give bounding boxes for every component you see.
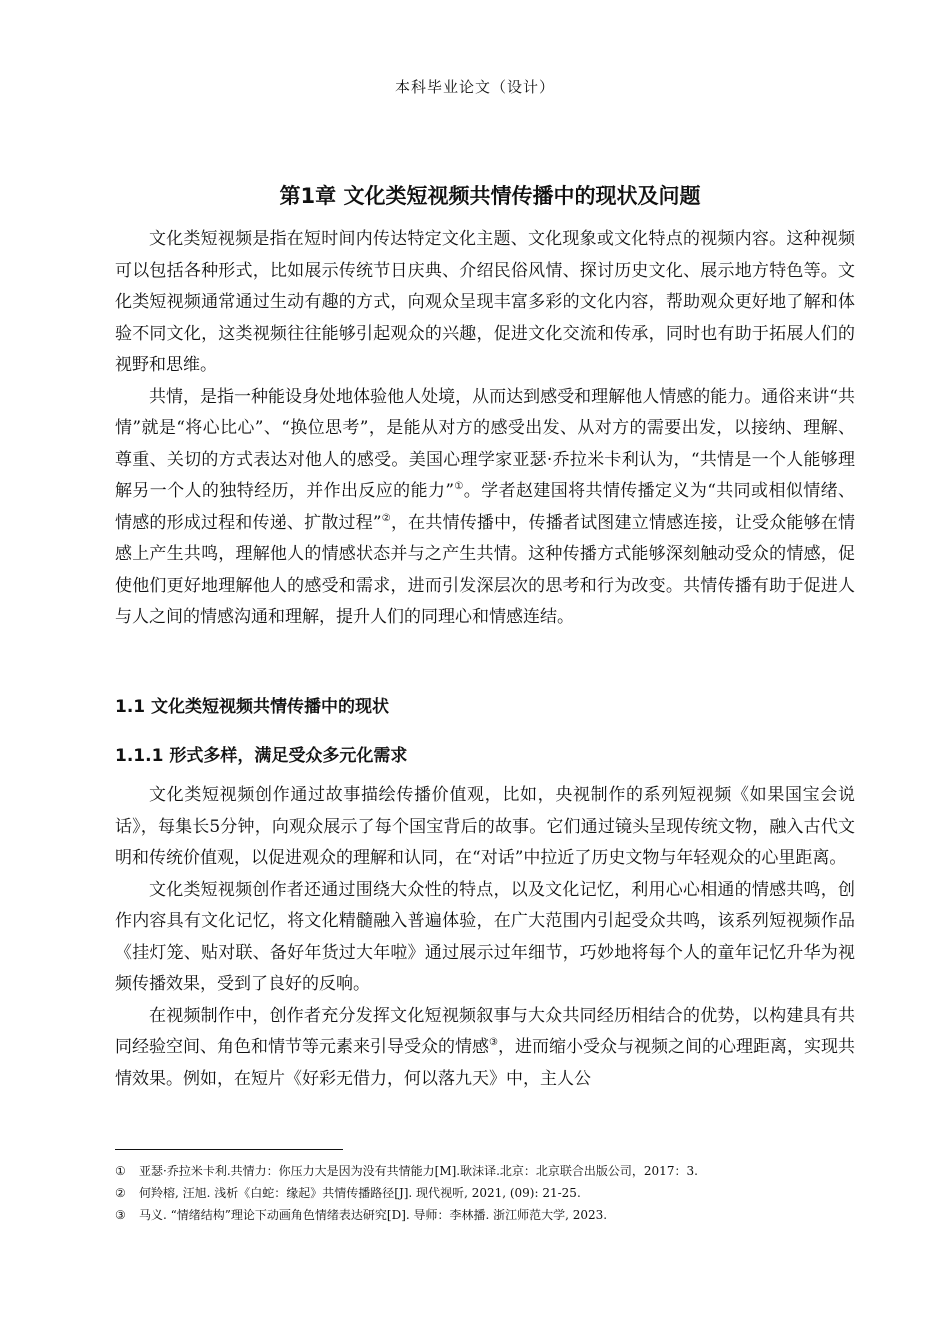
intro-paragraph-1: 文化类短视频是指在短时间内传达特定文化主题、文化现象或文化特点的视频内容。这种视频可以包括各种形式，比如展示传统节日庆典、介绍民俗风情、探讨历史文化、展示地方特色等。文化类短视频通常通过生动有趣的方式，向观众呈现丰富多彩的文化内容，帮助观众更好地了解和体验不同文化，这类视频往往能够引起观众的兴趣，促进文化交流和传承，同时也有助于拓展人们的视野和思维。 bbox=[115, 229, 855, 375]
footnote-1 bbox=[115, 1160, 875, 1182]
paragraph-text: 在视频制作中，创作者充分发挥文化短视频叙事与大众共同经历相结合的优势，以构建具有共同经验空间、角色和情节等元素来引导受众的情感 bbox=[115, 1005, 855, 1057]
chapter-title: 第1章 文化类短视频共情传播中的现状及问题 bbox=[279, 184, 701, 208]
footnote-text: 马义. “情绪结构”理论下动画角色情绪表达研究[D]. 导师：李林播. 浙江师范大学, 2023. bbox=[139, 1208, 608, 1222]
paragraph-text: 共情，是指一种能设身处地体验他人处境，从而达到感受和理解他人情感的能力。通俗来讲“共情”就是“将心比心”、“换位思考”，是能从对方的感受出发、从对方的需要出发，以接纳、理解、尊重、关切的方式表达对他人的感受。美国心理学家亚瑟·乔拉米卡利认为，“共情是一个人能够理解另一个人的独特经历，并作出反应的能力” bbox=[115, 386, 855, 501]
body-paragraph-2: 文化类短视频创作者还通过围绕大众性的特点，以及文化记忆，利用心心相通的情感共鸣，创作内容具有文化记忆，将文化精髓融入普遍体验，在广大范围内引起受众共鸣，该系列短视频作品《挂灯笼、贴对联、备好年货过大年啦》通过展示过年细节，巧妙地将每个人的童年记忆升华为视频传播效果，受到了良好的反响。 bbox=[115, 879, 855, 994]
body-paragraph-3 bbox=[115, 1001, 855, 1096]
footnote-ref-1[interactable]: ① bbox=[454, 481, 464, 492]
paragraph-text: ，进而缩小受众与视频之间的心理距离，实现共情效果。例如，在短片《好彩无借力，何以落九天》中，主人公 bbox=[115, 1037, 855, 1089]
footnote-ref-3[interactable]: ③ bbox=[489, 1037, 498, 1048]
section-1-1-title: 1.1 文化类短视频共情传播中的现状 bbox=[115, 697, 390, 717]
footnote-ref-2[interactable]: ② bbox=[381, 512, 391, 524]
intro-paragraph-2 bbox=[115, 382, 855, 634]
section-1-1-1-title: 1.1.1 形式多样，满足受众多元化需求 bbox=[115, 746, 408, 766]
footnote-3 bbox=[115, 1204, 875, 1226]
intro-section bbox=[115, 224, 855, 634]
footnote-text: 何羚榕, 汪旭. 浅析《白蛇：缘起》共情传播路径[J]. 现代视听, 2021, (09): 21-25. bbox=[139, 1186, 581, 1200]
footnote-mark: ① bbox=[115, 1164, 126, 1178]
footnote-mark: ③ bbox=[115, 1208, 126, 1222]
footnote-mark: ② bbox=[115, 1186, 126, 1200]
section-1-1-1-body bbox=[115, 780, 855, 1095]
running-header: 本科毕业论文（设计） bbox=[394, 78, 555, 96]
body-paragraph-1: 文化类短视频创作通过故事描绘传播价值观，比如，央视制作的系列短视频《如果国宝会说话》，每集长5分钟，向观众展示了每个国宝背后的故事。它们通过镜头呈现传统文物，融入古代文明和传统价值观，以促进观众的理解和认同，在“对话”中拉近了历史文物与年轻观众的心里距离。 bbox=[115, 785, 855, 868]
footnote-divider bbox=[115, 1149, 343, 1150]
footnote-2 bbox=[115, 1182, 875, 1204]
paragraph-text: 。学者赵建国将共情传播定义为“共同或相似情绪、情感的形成过程和传递、扩散过程” bbox=[115, 481, 855, 533]
paragraph-text: ，在共情传播中，传播者试图建立情感连接，让受众能够在情感上产生共鸣，理解他人的情感状态并与之产生共情。这种传播方式能够深刻触动受众的情感，促使他们更好地理解他人的感受和需求，进而引发深层次的思考和行为改变。共情传播有助于促进人与人之间的情感沟通和理解，提升人们的同理心和情感连结。 bbox=[115, 512, 856, 627]
footnote-text: 亚瑟·乔拉米卡利.共情力：你压力大是因为没有共情能力[M].耿沫译.北京：北京联合出版公司，2017：3. bbox=[139, 1164, 698, 1178]
footnotes bbox=[115, 1160, 875, 1226]
